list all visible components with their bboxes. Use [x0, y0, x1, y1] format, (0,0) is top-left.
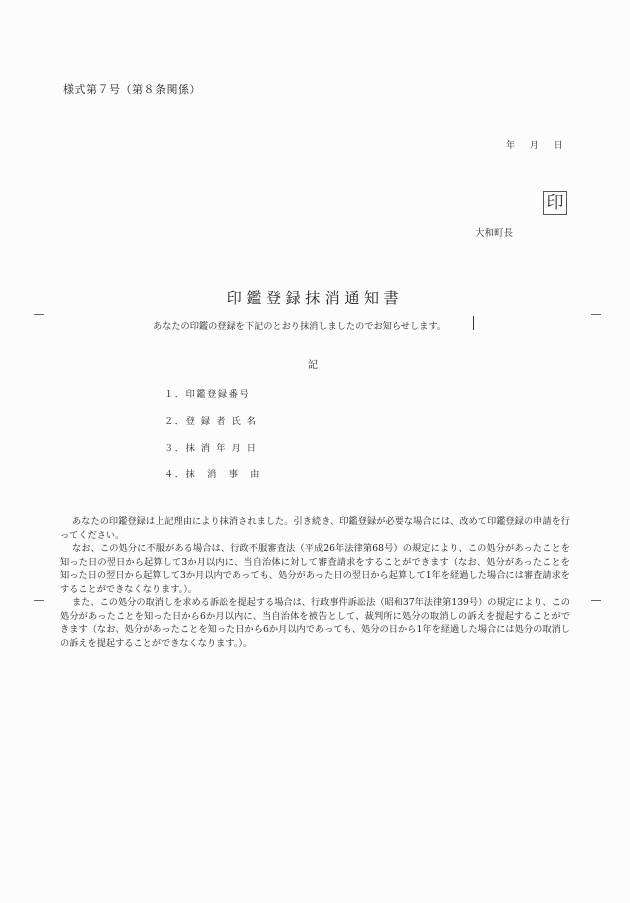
paragraph-reregistration: あなたの印鑑登録は上記理由により抹消されました。引き続き、印鑑登録が必要な場合には、改めて印鑑登録の申請を行ってください。	[60, 516, 570, 541]
document-title: 印鑑登録抹消通知書	[226, 289, 404, 307]
fold-mark-right-top	[591, 314, 601, 315]
paragraph-administrative-appeal: なお、この処分に不服がある場合は、行政不服審査法（平成26年法律第68号）の規定により、この処分があったことを知った日の翌日から起算して3か月以内に、当自治体に対して審査請求をすることができます（なお、処分があったことを知った日の翌日から起算して3か月以内であっても、処分があった日の翌日から起算して1年を経過した場合には審査請求をすることができなくなります。）。	[60, 543, 570, 595]
text-cursor	[473, 316, 474, 330]
date-day-label: 日	[553, 141, 563, 151]
item-cancellation-date: ３．抹 消 年 月 日	[164, 443, 258, 454]
seal-stamp-box: 印	[543, 191, 567, 215]
date-year-label: 年	[506, 141, 516, 151]
ki-heading: 記	[308, 360, 318, 371]
fold-mark-right-bottom	[591, 600, 601, 601]
item-registrant-name: ２．登 録 者 氏 名	[164, 416, 258, 427]
notice-body	[60, 515, 570, 650]
fold-mark-left-bottom	[34, 600, 44, 601]
date-month-label: 月	[529, 141, 539, 151]
issuer-name: 大和町長	[475, 228, 514, 239]
item-registration-number: １．印鑑登録番号	[164, 389, 251, 400]
date-line	[506, 138, 563, 151]
item-cancellation-reason: ４．抹 消 事 由	[164, 469, 262, 480]
intro-text: あなたの印鑑の登録を下記のとおり抹消しましたのでお知らせします。	[153, 321, 446, 332]
fold-mark-left-top	[34, 314, 44, 315]
paragraph-litigation: また、この処分の取消しを求める訴訟を提起する場合は、行政事件訴訟法（昭和37年法律第139号）の規定により、この処分があったことを知った日から6か月以内に、当自治体を被告として、裁判所に処分の取消しの訴えを提起することができます（なお、処分があったことを知った日から6か月以内であっても、処分の日から1年を経過した場合には処分の取消しの訴えを提起することができなくなります。）。	[60, 597, 570, 649]
form-number: 様式第７号（第８条関係）	[63, 83, 201, 96]
